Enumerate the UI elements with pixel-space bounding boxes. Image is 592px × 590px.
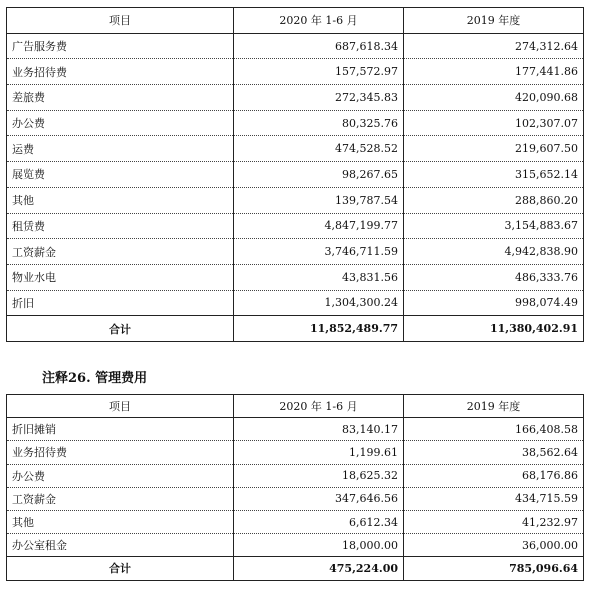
- row-item: 差旅费: [7, 85, 234, 111]
- row-item: 办公室租金: [7, 534, 234, 557]
- header-2019: 2019 年度: [404, 8, 584, 34]
- row-2019-value: 4,942,838.90: [404, 239, 584, 265]
- table-row: [7, 33, 584, 59]
- table-header-row: [7, 395, 584, 418]
- table-row: [7, 290, 584, 316]
- header-item: 项目: [7, 395, 234, 418]
- total-2020-h1-value: 475,224.00: [234, 557, 404, 580]
- row-2020-h1-value: 18,000.00: [234, 534, 404, 557]
- row-2020-h1-value: 43,831.56: [234, 264, 404, 290]
- total-label: 合计: [7, 557, 234, 580]
- row-2020-h1-value: 272,345.83: [234, 85, 404, 111]
- total-row: [7, 557, 584, 580]
- row-2019-value: 420,090.68: [404, 85, 584, 111]
- table-header-row: [7, 8, 584, 34]
- row-item: 广告服务费: [7, 33, 234, 59]
- row-item: 工资薪金: [7, 239, 234, 265]
- row-item: 折旧: [7, 290, 234, 316]
- row-2020-h1-value: 6,612.34: [234, 510, 404, 533]
- section-heading: 注释26. 管理费用: [42, 371, 148, 386]
- table-row: [7, 239, 584, 265]
- table-row: [7, 464, 584, 487]
- row-item: 办公费: [7, 110, 234, 136]
- row-item: 办公费: [7, 464, 234, 487]
- row-2019-value: 288,860.20: [404, 187, 584, 213]
- row-2019-value: 434,715.59: [404, 487, 584, 510]
- row-2019-value: 68,176.86: [404, 464, 584, 487]
- row-item: 运费: [7, 136, 234, 162]
- header-2020-h1: 2020 年 1-6 月: [234, 395, 404, 418]
- table-row: [7, 110, 584, 136]
- table-row: [7, 510, 584, 533]
- row-item: 其他: [7, 510, 234, 533]
- row-2019-value: 274,312.64: [404, 33, 584, 59]
- table-row: [7, 264, 584, 290]
- expense-table-2: [6, 394, 584, 581]
- row-item: 租赁费: [7, 213, 234, 239]
- row-2019-value: 219,607.50: [404, 136, 584, 162]
- table-row: [7, 162, 584, 188]
- row-2020-h1-value: 3,746,711.59: [234, 239, 404, 265]
- table-row: [7, 213, 584, 239]
- header-item: 项目: [7, 8, 234, 34]
- table-row: [7, 136, 584, 162]
- row-item: 业务招待费: [7, 59, 234, 85]
- total-2020-h1-value: 11,852,489.77: [234, 316, 404, 342]
- row-2020-h1-value: 157,572.97: [234, 59, 404, 85]
- row-item: 折旧摊销: [7, 418, 234, 441]
- row-2020-h1-value: 83,140.17: [234, 418, 404, 441]
- row-2019-value: 102,307.07: [404, 110, 584, 136]
- row-2019-value: 315,652.14: [404, 162, 584, 188]
- row-2020-h1-value: 474,528.52: [234, 136, 404, 162]
- row-2019-value: 177,441.86: [404, 59, 584, 85]
- row-item: 其他: [7, 187, 234, 213]
- header-2020-h1: 2020 年 1-6 月: [234, 8, 404, 34]
- row-2020-h1-value: 347,646.56: [234, 487, 404, 510]
- row-item: 展览费: [7, 162, 234, 188]
- row-2019-value: 3,154,883.67: [404, 213, 584, 239]
- row-2020-h1-value: 1,199.61: [234, 441, 404, 464]
- row-2019-value: 486,333.76: [404, 264, 584, 290]
- total-row: [7, 316, 584, 342]
- table-row: [7, 441, 584, 464]
- row-2020-h1-value: 4,847,199.77: [234, 213, 404, 239]
- row-2020-h1-value: 98,267.65: [234, 162, 404, 188]
- row-item: 物业水电: [7, 264, 234, 290]
- row-2019-value: 36,000.00: [404, 534, 584, 557]
- table-row: [7, 187, 584, 213]
- row-2019-value: 998,074.49: [404, 290, 584, 316]
- table-row: [7, 534, 584, 557]
- header-2019: 2019 年度: [404, 395, 584, 418]
- row-2020-h1-value: 1,304,300.24: [234, 290, 404, 316]
- row-2019-value: 41,232.97: [404, 510, 584, 533]
- expense-table-1: [6, 7, 584, 342]
- table-row: [7, 487, 584, 510]
- row-2019-value: 166,408.58: [404, 418, 584, 441]
- total-2019-value: 785,096.64: [404, 557, 584, 580]
- row-2019-value: 38,562.64: [404, 441, 584, 464]
- row-2020-h1-value: 18,625.32: [234, 464, 404, 487]
- row-2020-h1-value: 80,325.76: [234, 110, 404, 136]
- row-item: 业务招待费: [7, 441, 234, 464]
- table-row: [7, 59, 584, 85]
- total-2019-value: 11,380,402.91: [404, 316, 584, 342]
- row-2020-h1-value: 139,787.54: [234, 187, 404, 213]
- row-2020-h1-value: 687,618.34: [234, 33, 404, 59]
- total-label: 合计: [7, 316, 234, 342]
- table-row: [7, 85, 584, 111]
- row-item: 工资薪金: [7, 487, 234, 510]
- table-row: [7, 418, 584, 441]
